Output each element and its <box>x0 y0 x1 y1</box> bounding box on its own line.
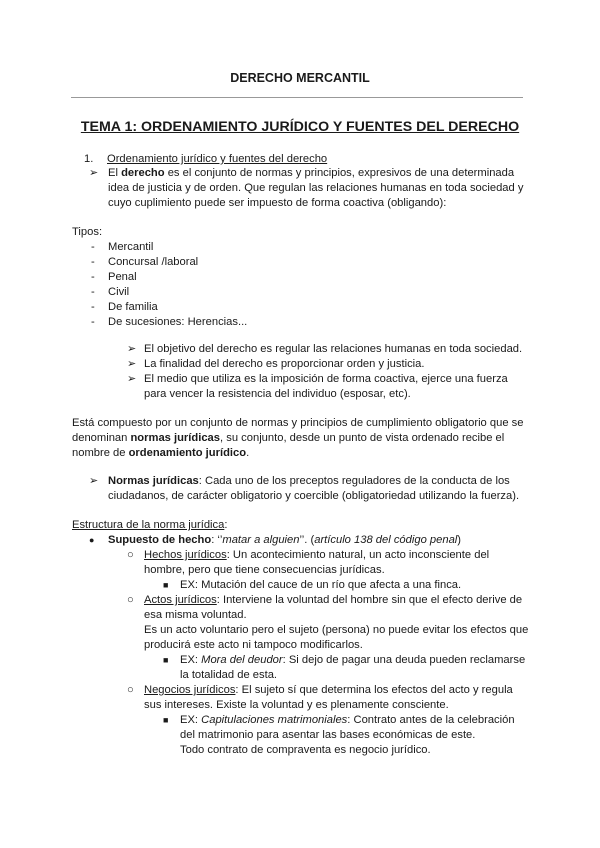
circle-bullet-icon: ○ <box>127 684 134 696</box>
hechos-example: EX: Mutación del cauce de un río que afecta a una finca. <box>180 579 462 591</box>
title-divider <box>71 97 523 98</box>
negocios-line-2: sus intereses. Existe la voluntad y es plenamente consciente. <box>144 699 449 711</box>
square-bullet-icon: ■ <box>163 655 169 665</box>
section-number: 1. <box>84 153 94 165</box>
actos-example-line-2: la totalidad de esta. <box>180 669 278 681</box>
tipo-item: Penal <box>108 271 137 283</box>
actos-line-3: Es un acto voluntario pero el sujeto (persona) no puede evitar los efectos que <box>144 624 529 636</box>
dash-bullet-icon: - <box>91 316 95 328</box>
section-heading: Ordenamiento jurídico y fuentes del derecho <box>107 153 328 165</box>
arrow-bullet-icon: ➢ <box>127 358 137 370</box>
circle-bullet-icon: ○ <box>127 549 134 561</box>
arrow-bullet-icon: ➢ <box>89 167 99 179</box>
normas-line-2: ciudadanos, de carácter obligatorio y coercible (obligatoriedad utilizando la fuerza). <box>108 490 520 502</box>
paragraph-line-2: denominan normas jurídicas, su conjunto, desde un punto de vista ordenado recibe el <box>72 432 505 444</box>
actos-example-line-1: EX: Mora del deudor: Si dejo de pagar una deuda pueden reclamarse <box>180 654 526 666</box>
circle-bullet-icon: ○ <box>127 594 134 606</box>
dot-bullet-icon: ● <box>89 535 95 545</box>
finalidad-bullet: La finalidad del derecho es proporcionar orden y justicia. <box>144 358 425 370</box>
arrow-bullet-icon: ➢ <box>127 373 137 385</box>
intro-line-1: El derecho es el conjunto de normas y principios, expresivos de una determinada <box>108 167 515 179</box>
dash-bullet-icon: - <box>91 301 95 313</box>
actos-line-4: producirá este acto ni tampoco modificarlos. <box>144 639 363 651</box>
tipo-item: Mercantil <box>108 241 154 253</box>
negocios-example-line-2: del matrimonio para asentar las bases económicas de este. <box>180 729 476 741</box>
medio-bullet-line-1: El medio que utiliza es la imposición de forma coactiva, ejerce una fuerza <box>144 373 508 385</box>
paragraph-line-3: nombre de ordenamiento jurídico. <box>72 447 250 459</box>
normas-line-1: Normas jurídicas: Cada uno de los preceptos reguladores de la conducta de los <box>108 475 510 487</box>
tipo-item: Civil <box>108 286 130 298</box>
negocios-example-line-1: EX: Capitulaciones matrimoniales: Contrato antes de la celebración <box>180 714 515 726</box>
intro-line-3: cuyo cuplimiento puede ser impuesto de forma coactiva (obligando): <box>108 197 447 209</box>
medio-bullet-line-2: para vencer la resistencia del individuo (esposar, etc). <box>144 388 411 400</box>
tipo-item: De sucesiones: Herencias... <box>108 316 248 328</box>
objetivo-bullet: El objetivo del derecho es regular las relaciones humanas en toda sociedad. <box>144 343 523 355</box>
actos-line-1: Actos jurídicos: Interviene la voluntad del hombre sin que el efecto derive de <box>144 594 523 606</box>
tipos-label: Tipos: <box>72 226 103 238</box>
negocios-example-line-3: Todo contrato de compraventa es negocio jurídico. <box>180 744 431 756</box>
hechos-line-1: Hechos jurídicos: Un acontecimiento natural, un acto inconsciente del <box>144 549 490 561</box>
dash-bullet-icon: - <box>91 286 95 298</box>
hechos-line-2: hombre, pero que tiene consecuencias jurídicas. <box>144 564 385 576</box>
estructura-heading: Estructura de la norma jurídica: <box>72 519 228 531</box>
actos-line-2: esa misma voluntad. <box>144 609 247 621</box>
dash-bullet-icon: - <box>91 241 95 253</box>
arrow-bullet-icon: ➢ <box>89 475 99 487</box>
tipo-item: Concursal /laboral <box>108 256 199 268</box>
supuesto-line: Supuesto de hecho: ‘’matar a alguien’’. (artículo 138 del código penal) <box>108 534 462 546</box>
dash-bullet-icon: - <box>91 271 95 283</box>
square-bullet-icon: ■ <box>163 715 169 725</box>
tipo-item: De familia <box>108 301 158 313</box>
dash-bullet-icon: - <box>91 256 95 268</box>
paragraph-line-1: Está compuesto por un conjunto de normas y principios de cumplimiento obligatorio que se <box>72 417 524 429</box>
document-title: DERECHO MERCANTIL <box>230 71 370 85</box>
tema-heading: TEMA 1: ORDENAMIENTO JURÍDICO Y FUENTES DEL DERECHO <box>80 119 520 135</box>
intro-line-2: idea de justicia y de orden. Que regulan las relaciones humanas en toda sociedad y <box>108 182 524 194</box>
arrow-bullet-icon: ➢ <box>127 343 137 355</box>
square-bullet-icon: ■ <box>163 580 169 590</box>
negocios-line-1: Negocios jurídicos: El sujeto sí que determina los efectos del acto y regula <box>144 684 513 696</box>
